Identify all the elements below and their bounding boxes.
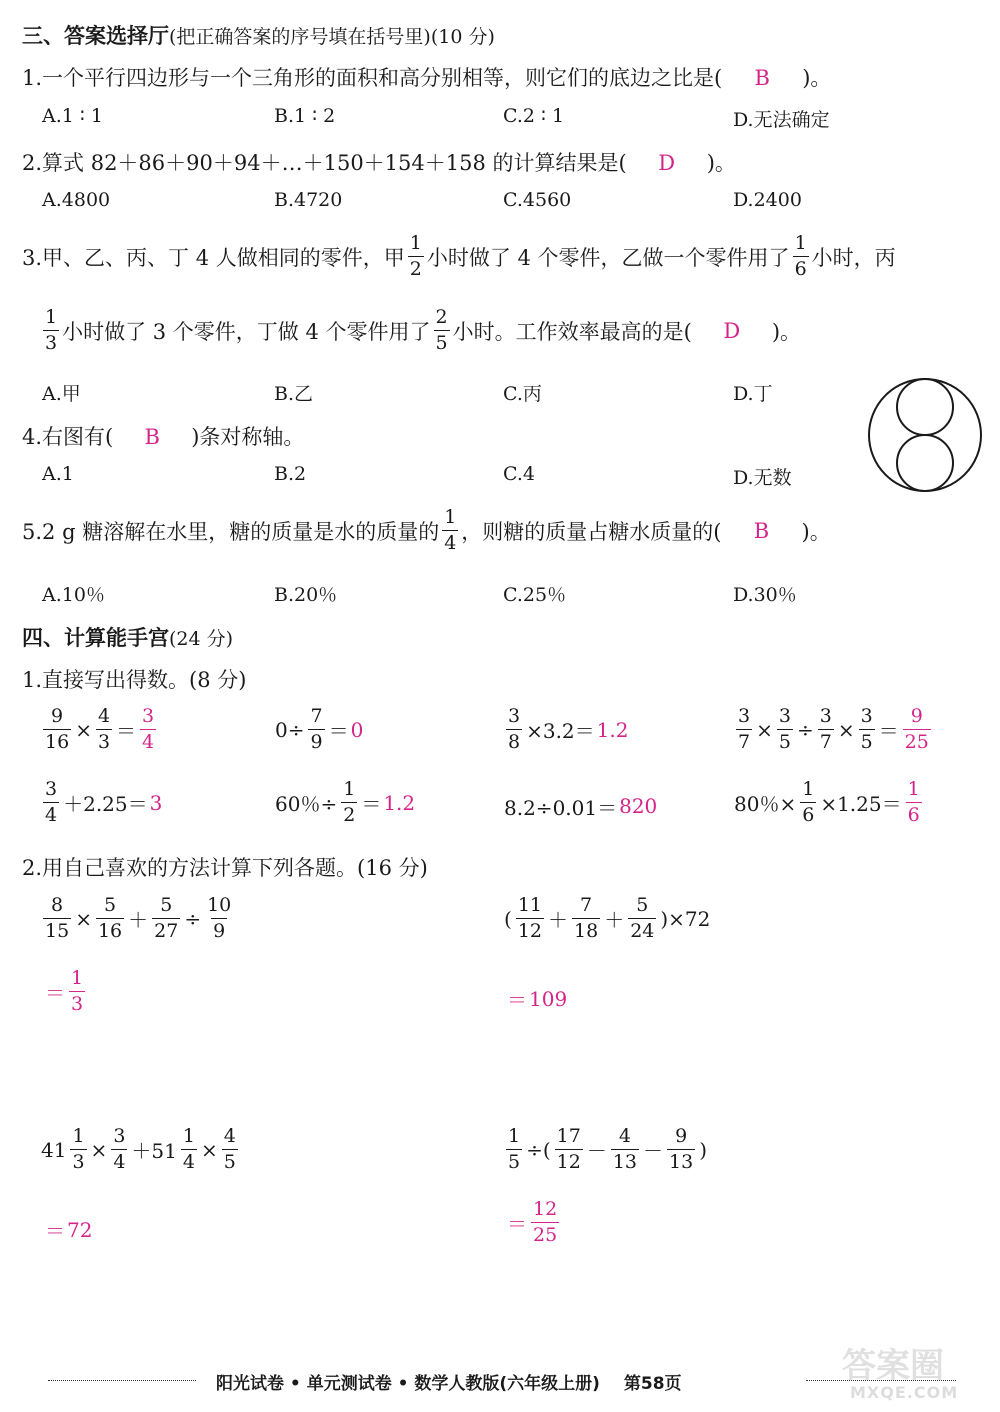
fraction: 1 3 <box>45 306 58 354</box>
calc2-1-answer: ＝ 1 3 <box>45 967 84 1015</box>
p2-title: 2.用自己喜欢的方法计算下列各题。(16 分) <box>22 856 428 880</box>
q5-option-a: A.10％ <box>42 584 105 606</box>
q5-option-b: B.20％ <box>274 584 338 606</box>
q2-option-d: D.2400 <box>733 189 802 211</box>
calc-5-answer: 3 <box>149 790 163 815</box>
fraction: 1 6 <box>794 232 807 280</box>
section3-subtitle: (把正确答案的序号填在括号里)(10 分) <box>169 26 495 48</box>
calc-4-answer: 9 25 <box>904 705 929 753</box>
section4-score: (24 分) <box>169 628 234 650</box>
section3-title: 三、答案选择厅(把正确答案的序号填在括号里)(10 分) <box>22 24 495 48</box>
calc-3: $\frac{3}{8}$ ×3.2＝ 1.2 <box>508 705 629 753</box>
calc-8: 80％× $\frac{1}{6}$ ×1.25＝ 1 6 <box>734 778 920 826</box>
fraction: 1 4 <box>444 506 457 554</box>
page-number: 第58页 <box>623 1374 682 1394</box>
q2-stem: 2.算式 82＋86＋90＋94＋…＋150＋154＋158 的计算结果是( D )。 <box>22 151 736 175</box>
calc-1-answer: 3 4 <box>142 705 155 753</box>
calc-7-answer: 820 <box>619 794 658 818</box>
q1-option-d: D.无法确定 <box>733 109 830 131</box>
calc2-2: ( 11 12 ＋ 7 18 ＋ 5 24 )×72 <box>504 894 711 942</box>
upper-inner-circle <box>897 379 953 435</box>
calc2-2-answer: ＝ 109 <box>507 986 568 1012</box>
fraction: 2 5 <box>435 306 448 354</box>
q2-answer: D <box>658 151 676 175</box>
q3-answer: D <box>723 318 741 343</box>
q1-stem: 1.一个平行四边形与一个三角形的面积和高分别相等，则它们的底边之比是( B )。 <box>22 66 832 90</box>
lower-inner-circle <box>897 435 953 491</box>
q4-option-b: B.2 <box>274 463 307 485</box>
calc2-3: 41 $\frac{1}{3}$ × $\frac{3}{4}$ ＋51 $\frac{1}{4}$ × $\frac{4}{5}$ <box>41 1125 236 1173</box>
calc-2-answer: 0 <box>350 717 364 742</box>
q3-stem-line2: 1 3 小时做了 3 个零件，丁做 4 个零件用了 2 5 小时。工作效率最高的是( D )。 <box>45 306 802 354</box>
q4-option-a: A.1 <box>42 463 74 485</box>
q3-option-d: D.丁 <box>733 383 773 405</box>
q4-option-d: D.无数 <box>733 467 792 489</box>
q5-option-d: D.30％ <box>733 584 797 606</box>
calc-3-answer: 1.2 <box>596 717 629 742</box>
p1-title: 1.直接写出得数。(8 分) <box>22 668 247 692</box>
q4-answer: B <box>144 425 160 449</box>
calc2-3-answer: ＝ 72 <box>45 1217 93 1243</box>
section4-title: 四、计算能手宫(24 分) <box>22 626 234 650</box>
calc-6-answer: 1.2 <box>383 790 416 815</box>
q3-stem-line1: 3.甲、乙、丙、丁 4 人做相同的零件，甲 1 2 小时做了 4 个零件，乙做一个零件用了 1 6 小时，丙 <box>22 232 896 280</box>
calc-1: $\frac{9}{16}$ × $\frac{4}{3}$ ＝ 3 4 <box>45 705 155 753</box>
q2-option-c: C.4560 <box>503 189 572 211</box>
watermark-logo: 答案圈 <box>842 1346 944 1386</box>
q1-option-b: B.1 ∶ 2 <box>274 105 336 127</box>
footer <box>216 1369 682 1394</box>
q3-option-a: A.甲 <box>42 383 81 405</box>
q4-option-c: C.4 <box>503 463 535 485</box>
q2-option-a: A.4800 <box>42 189 111 211</box>
footer-text: 阳光试卷 • 单元测试卷 • 数学人教版(六年级上册) <box>216 1374 600 1394</box>
q2-option-b: B.4720 <box>274 189 343 211</box>
q3-option-b: B.乙 <box>274 383 314 405</box>
fraction: 1 2 <box>409 232 422 280</box>
q1-option-a: A.1 ∶ 1 <box>42 105 103 127</box>
calc-4: $\frac{3}{7}$ × $\frac{3}{5}$ ÷ $\frac{3}{7}$ × $\frac{3}{5}$ ＝ 9 25 <box>738 705 929 753</box>
symmetry-figure <box>866 370 984 500</box>
q1-answer: B <box>754 66 770 90</box>
calc2-4: $\frac{1}{5}$ ÷( 17 12 － 4 13 － 9 13 ) <box>508 1125 708 1173</box>
calc-5: 3 4 ＋2.25＝ 3 <box>45 778 163 826</box>
calc-7: 8.2÷0.01＝ 820 <box>504 794 658 820</box>
calc-6: 60％÷ $\frac{1}{2}$ ＝ 1.2 <box>275 778 416 826</box>
q5-answer: B <box>753 518 770 543</box>
q5-stem: 5.2 g 糖溶解在水里，糖的质量是水的质量的 1 4 ，则糖的质量占糖水质量的( B )。 <box>22 506 831 554</box>
q3-option-c: C.丙 <box>503 383 542 405</box>
calc-2: 0÷ $\frac{7}{9}$ ＝ 0 <box>275 705 364 753</box>
q4-stem: 4.右图有( B )条对称轴。 <box>22 425 305 449</box>
q1-option-c: C.2 ∶ 1 <box>503 105 565 127</box>
q5-option-c: C.25％ <box>503 584 567 606</box>
calc-8-answer: 1 6 <box>907 778 920 826</box>
calc2-1: $\frac{8}{15}$ × $\frac{5}{16}$ ＋ $\frac{5}{27}$ ÷ $\frac{10}{9}$ <box>45 894 232 942</box>
footer-left-rule <box>48 1380 196 1381</box>
calc2-4-answer: ＝ 12 25 <box>507 1198 558 1246</box>
watermark-url: MXQE.COM <box>850 1383 959 1402</box>
